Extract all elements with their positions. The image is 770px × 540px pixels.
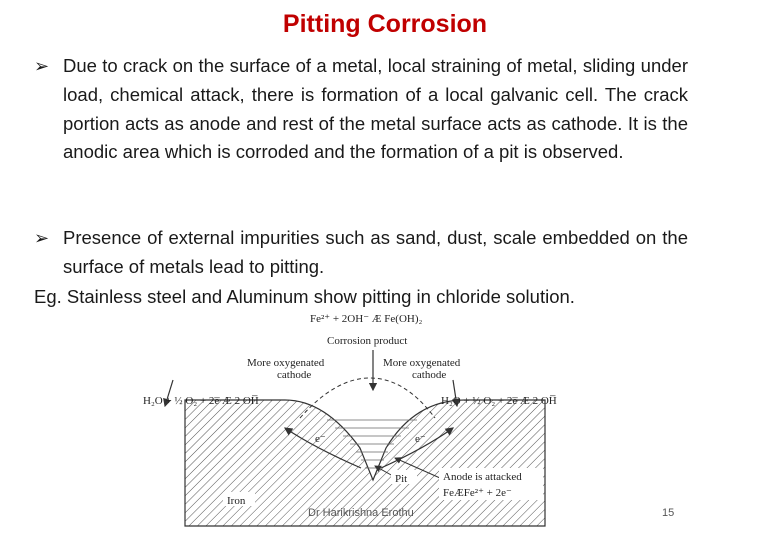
pit-label: Pit <box>395 473 408 485</box>
bullet-item <box>34 52 688 167</box>
footer-author: Dr Harikrishna Erothu <box>308 507 414 519</box>
bullet-item <box>34 224 688 282</box>
iron-label: Iron <box>227 495 246 507</box>
cathode-right-label-1: More oxygenated <box>383 357 461 369</box>
anode-reaction-label: FeÆFe²⁺ + 2e⁻ <box>443 487 512 499</box>
pitting-diagram <box>135 308 557 526</box>
electron-left-label: e⁻ <box>315 433 326 445</box>
bullet-text: Due to crack on the surface of a metal, local straining of metal, sliding under load, chemical attack, there is formation of a local galvanic cell. The crack portion acts as anode and rest of the metal surface acts as cathode. It is the anodic area which is corroded and the formation of a pit is observed. <box>63 55 688 163</box>
arrow-bullet-icon: ➢ <box>34 228 50 248</box>
example-text: Eg. Stainless steel and Aluminum show pitting in chloride solution. <box>34 286 575 307</box>
corrosion-product-label: Corrosion product <box>327 335 408 347</box>
electron-right-label: e⁻ <box>415 433 426 445</box>
top-reaction-label: Fe²⁺ + 2OH⁻ Æ Fe(OH)₂ <box>310 313 423 325</box>
arrow-bullet-icon: ➢ <box>34 56 50 76</box>
cathode-reaction-left: H₂O + ½ O₂ + 2e̅ Æ 2 OH̅ <box>143 395 259 407</box>
cathode-right-label-2: cathode <box>412 369 447 381</box>
bullet-text: Presence of external impurities such as sand, dust, scale embedded on the surface of metals lead to pitting. <box>63 227 688 277</box>
cathode-reaction-right: H₂O + ½ O₂ + 2e̅ Æ 2 OH̅ <box>441 395 557 407</box>
page-number: 15 <box>662 507 675 519</box>
cathode-left-label-1: More oxygenated <box>247 357 325 369</box>
anode-label: Anode is attacked <box>443 471 522 483</box>
slide-title: Pitting Corrosion <box>282 10 488 38</box>
cathode-left-label-2: cathode <box>277 369 312 381</box>
